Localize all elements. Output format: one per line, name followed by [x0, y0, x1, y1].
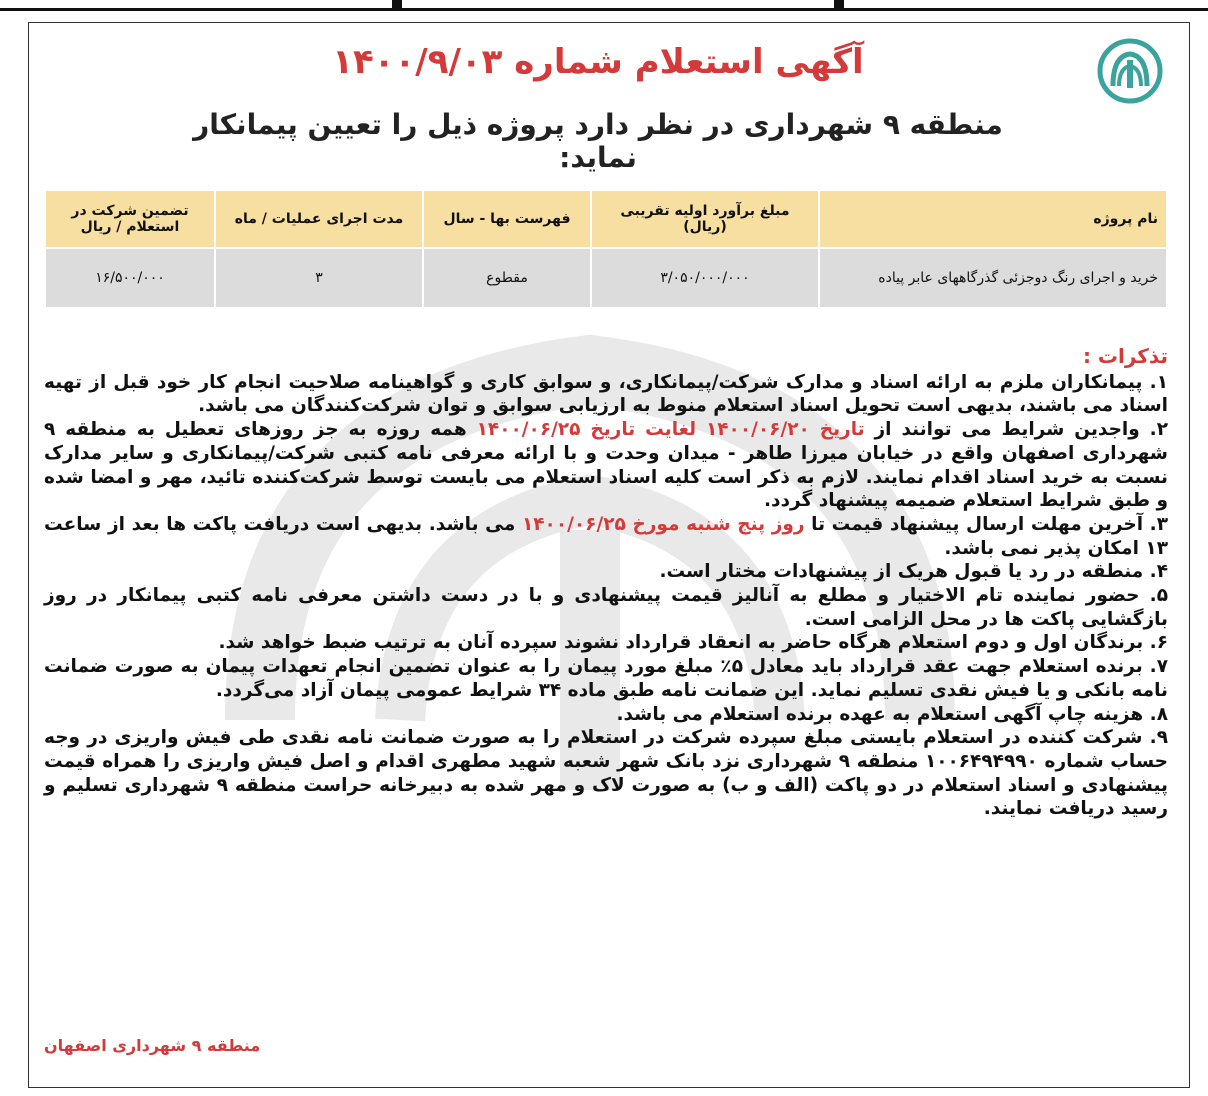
isfahan-municipality-logo-icon	[1097, 38, 1163, 104]
ad-title: آگهی استعلام شماره ۱۴۰۰/۹/۰۳	[332, 42, 864, 82]
cell-price-list: مقطوع	[423, 248, 591, 308]
cell-estimate: ۳/۰۵۰/۰۰۰/۰۰۰	[591, 248, 819, 308]
footer-signature: منطقه ۹ شهرداری اصفهان	[44, 1036, 261, 1055]
note-9: ۹. شرکت کننده در استعلام بایستی مبلغ سپرده شرکت در استعلام را به صورت ضمانت نامه نقدی طی فیش واریزی در وجه حساب شماره ۱۰۰۶۴۹۴۹۹۰ منطقه ۹ شهرداری نزد بانک شهر شعبه شهید مطهری اقدام و اصل فیش واریزی را همراه قیمت پیشنهادی و اسناد استعلام در دو پاکت (الف و ب) به صورت لاک و مهر شده به دبیرخانه حراست منطقه ۹ شهرداری تسلیم و رسید دریافت نمایند.	[44, 727, 1169, 820]
header-project: نام پروژه	[819, 190, 1167, 248]
note-2-part-a: ۲. واجدین شرایط می توانند از	[864, 419, 1169, 441]
note-2-dates: تاریخ ۱۴۰۰/۰۶/۲۰ لغایت تاریخ ۱۴۰۰/۰۶/۲۵	[476, 419, 865, 441]
note-8: ۸. هزینه چاپ آگهی استعلام به عهده برنده استعلام می باشد.	[616, 703, 1168, 725]
note-1: ۱. پیمانکاران ملزم به ارائه اسناد و مدارک شرکت/پیمانکاری، و سوابق کاری و گواهینامه صلاحیت انجام کار خود قبل از تهیه اسناد می باشند، بدیهی است تحویل اسناد استعلام منوط به ارزیابی سوابق و توان شرکت‌کنندگان می باشد.	[44, 371, 1168, 417]
header-duration: مدت اجرای عملیات / ماه	[215, 190, 423, 248]
header-guarantee: تضمین شرکت در استعلام / ریال	[45, 190, 215, 248]
cell-guarantee: ۱۶/۵۰۰/۰۰۰	[45, 248, 215, 308]
note-7: ۷. برنده استعلام جهت عقد قرارداد باید معادل ۵٪ مبلغ مورد پیمان را به عنوان تضمین انجام تعهدات پیمان به صورت ضمانت نامه بانکی و یا فیش نقدی تسلیم نماید. این ضمانت نامه طبق ماده ۳۴ شرایط عمومی پیمان آزاد می‌گردد.	[44, 656, 1169, 701]
note-4: ۴. منطقه در رد یا قبول هریک از پیشنهادات مختار است.	[659, 561, 1168, 583]
top-rule	[0, 8, 1208, 11]
notes-section	[44, 345, 1168, 821]
cell-duration: ۳	[215, 248, 423, 308]
header-estimate: مبلغ برآورد اولیه تقریبی (ریال)	[591, 190, 819, 248]
top-mark	[392, 0, 402, 8]
table-row	[45, 248, 1167, 308]
table-header-row	[45, 190, 1167, 248]
ad-subtitle: منطقه ۹ شهرداری در نظر دارد پروژه ذیل را تعیین پیمانکار نماید:	[193, 108, 1003, 174]
note-3-part-b: می باشد. بدیهی است دریافت پاکت ها بعد از ساعت ۱۳ امکان پذیر نمی باشد.	[44, 513, 1168, 559]
cell-project: خرید و اجرای رنگ دوجزئی گذرگاههای عابر پیاده	[819, 248, 1167, 308]
top-mark	[834, 0, 844, 8]
note-3	[44, 513, 1168, 560]
note-2-part-b: همه روزه به جز روزهای تعطیل به منطقه ۹ شهرداری اصفهان واقع در خیابان میرزا طاهر - میدان وحدت و با ارائه معرفی نامه کتبی شرکت/پیمانکاری و سایر مدارک نسبت به خرید اسناد اقدام نمایند. لازم به ذکر است کلیه اسناد استعلام می بایست توسط شرکت‌کننده تائید، مهر و امضا شده و طبق شرایط استعلام ضمیمه پیشنهاد گردد.	[44, 419, 1168, 512]
project-table	[44, 189, 1168, 309]
note-5: ۵. حضور نماینده تام الاختیار و مطلع به آنالیز قیمت پیشنهادی و با در دست داشتن معرفی نامه کتبی پیمانکار در روز بازگشایی پاکت ها در محل الزامی است.	[44, 585, 1168, 630]
note-2	[44, 418, 1168, 513]
note-6: ۶. برندگان اول و دوم استعلام هرگاه حاضر به انعقاد قرارداد نشوند سپرده آنان به ترتیب ضبط خواهد شد.	[218, 632, 1168, 654]
header-price-list: فهرست بها - سال	[423, 190, 591, 248]
note-3-deadline: روز پنج شنبه مورخ ۱۴۰۰/۰۶/۲۵	[521, 513, 805, 535]
note-3-part-a: ۳. آخرین مهلت ارسال پیشنهاد قیمت تا	[804, 513, 1168, 535]
notes-title: تذکرات :	[1082, 344, 1168, 368]
